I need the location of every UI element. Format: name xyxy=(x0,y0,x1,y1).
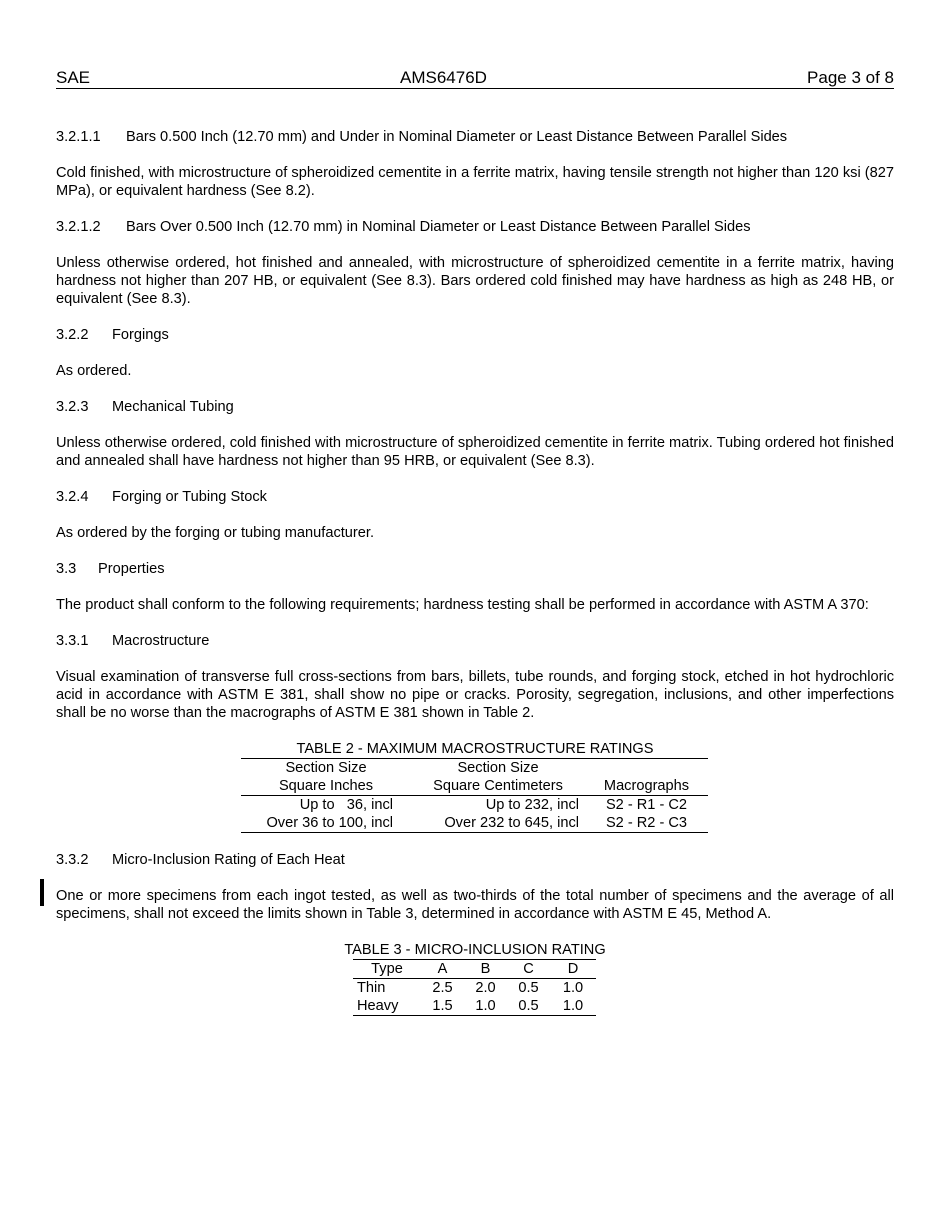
section-3-3-1-body: Visual examination of transverse full cross-sections from bars, billets, tube rounds, and forging stock, etched in hot hydrochloric acid in accordance with ASTM E 381, shall show no pipe or cracks. Porosity, segregation, inclusions, and other imperfections shall be no worse than the macrographs of ASTM E 381 shown in Table 2. xyxy=(56,669,894,721)
table-row xyxy=(353,997,596,1016)
section-3-3-2-body: One or more specimens from each ingot tested, as well as two-thirds of the total number of specimens and the average of all specimens, shall not exceed the limits shown in Table 3, determined in accordance with ASTM E 45, Method A. xyxy=(56,888,894,922)
section-number: 3.3.2 xyxy=(56,852,89,868)
section-title: Mechanical Tubing xyxy=(112,399,234,415)
section-title: Micro-Inclusion Rating of Each Heat xyxy=(112,852,345,868)
table-header-cell: Square Inches xyxy=(241,777,411,796)
section-number: 3.2.1.2 xyxy=(56,219,101,235)
section-3-3-2-heading xyxy=(56,851,894,869)
table-cell: S2 - R2 - C3 xyxy=(605,815,688,831)
table-cell: 1.0 xyxy=(562,998,584,1014)
table-header-cell: Macrographs xyxy=(585,777,708,796)
section-3-2-3-body: Unless otherwise ordered, cold finished with microstructure of spheroidized cementite in ferrite matrix. Tubing ordered hot finished and annealed shall have hardness not higher than 95 HRB, or equivalent (See 8.3). xyxy=(56,435,894,469)
table-cell: 0.5 xyxy=(518,980,539,996)
table-2 xyxy=(241,758,708,833)
table-header-cell: Section Size xyxy=(285,760,367,776)
table-cell: 2.0 xyxy=(475,980,496,996)
section-number: 3.2.1.1 xyxy=(56,129,101,145)
header-page-number: Page 3 of 8 xyxy=(807,68,894,87)
section-number: 3.3 xyxy=(56,561,77,577)
table-header-cell: C xyxy=(507,960,550,979)
header-org: SAE xyxy=(56,68,91,87)
table-row xyxy=(241,796,708,815)
section-title: Macrostructure xyxy=(112,633,210,649)
table-cell: Up to 232, incl xyxy=(485,797,579,813)
table-row xyxy=(241,814,708,833)
table-header-cell: Type xyxy=(353,960,421,979)
section-3-2-2-body: As ordered. xyxy=(56,363,132,379)
section-3-3-1-heading xyxy=(56,632,894,650)
document-body xyxy=(56,128,894,1016)
table-cell: Heavy xyxy=(357,998,399,1014)
section-title: Properties xyxy=(98,561,165,577)
table-header-cell: B xyxy=(464,960,507,979)
table-cell: 1.5 xyxy=(432,998,453,1014)
table-cell: Thin xyxy=(357,980,386,996)
header-doc-number: AMS6476D xyxy=(400,68,487,87)
table-header-cell: A xyxy=(421,960,464,979)
section-3-2-1-1-heading xyxy=(56,128,894,146)
table-cell: 1.0 xyxy=(562,980,584,996)
table-row xyxy=(353,979,596,998)
section-3-2-3-heading xyxy=(56,398,894,416)
table-cell: 2.5 xyxy=(432,980,453,996)
section-title: Forging or Tubing Stock xyxy=(112,489,267,505)
table-cell: 1.0 xyxy=(475,998,496,1014)
table-header-cell xyxy=(585,759,708,778)
table-3-title: TABLE 3 - MICRO-INCLUSION RATING xyxy=(344,942,606,958)
table-header-cell: D xyxy=(550,960,596,979)
section-3-2-1-1-body: Cold finished, with microstructure of spheroidized cementite in a ferrite matrix, having tensile strength not higher than 120 ksi (827 MPa), or equivalent hardness (See 8.2). xyxy=(56,165,894,199)
section-number: 3.2.3 xyxy=(56,399,89,415)
table-cell: 0.5 xyxy=(518,998,539,1014)
section-3-2-4-heading xyxy=(56,488,894,506)
table-cell: Over 232 to 645, incl xyxy=(444,815,579,831)
section-3-3-heading xyxy=(56,560,894,578)
section-3-2-2-heading xyxy=(56,326,894,344)
table-cell: Over 36 to 100, incl xyxy=(266,815,393,831)
section-number: 3.2.2 xyxy=(56,327,89,343)
section-title: Bars Over 0.500 Inch (12.70 mm) in Nominal Diameter or Least Distance Between Parallel Sides xyxy=(126,219,751,235)
page-header xyxy=(56,68,894,89)
table-cell: S2 - R1 - C2 xyxy=(605,797,688,813)
table-cell: Up to 36, incl xyxy=(299,797,393,813)
section-title: Bars 0.500 Inch (12.70 mm) and Under in Nominal Diameter or Least Distance Between Parallel Sides xyxy=(126,129,788,145)
section-title: Forgings xyxy=(112,327,169,343)
table-header-cell: Square Centimeters xyxy=(411,777,585,796)
section-3-2-1-2-body: Unless otherwise ordered, hot finished and annealed, with microstructure of spheroidized cementite in a ferrite matrix, having hardness not higher than 207 HB, or equivalent (See 8.3). Bars ordered cold finished may have hardness as high as 248 HB, or equivalent (See 8.3). xyxy=(56,255,894,307)
section-3-3-body: The product shall conform to the following requirements; hardness testing shall be performed in accordance with ASTM A 370: xyxy=(56,597,869,613)
table-2-title: TABLE 2 - MAXIMUM MACROSTRUCTURE RATINGS xyxy=(296,741,654,757)
table-3 xyxy=(353,959,596,1016)
section-number: 3.2.4 xyxy=(56,489,89,505)
section-number: 3.3.1 xyxy=(56,633,89,649)
revision-change-bar xyxy=(40,879,44,906)
table-header-cell: Section Size xyxy=(457,760,539,776)
section-3-2-4-body: As ordered by the forging or tubing manufacturer. xyxy=(56,525,375,541)
section-3-2-1-2-heading xyxy=(56,218,894,236)
